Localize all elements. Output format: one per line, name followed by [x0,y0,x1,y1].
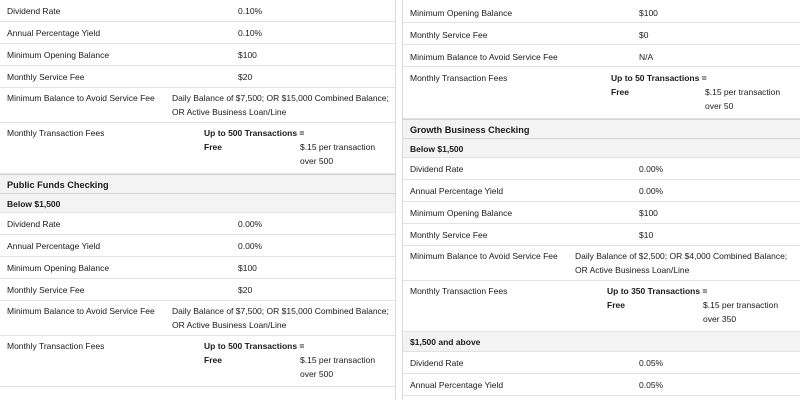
table-row [403,158,800,180]
row-label: Minimum Balance to Avoid Service Fee [410,52,558,62]
transaction-fees-row [0,123,395,174]
row-label: Annual Percentage Yield [410,380,504,390]
table-row [0,22,395,44]
fee-rate-threshold: over 50 [705,101,734,111]
row-label: Monthly Service Fee [7,72,85,82]
row-label: Minimum Opening Balance [410,208,513,218]
row-label: Dividend Rate [410,164,464,174]
row-value: 0.00% [639,164,664,174]
row-value: $10 [639,230,654,240]
row-value-line2: OR Active Business Loan/Line [172,320,287,330]
left-column [0,0,396,400]
fee-rate: $.15 per transaction [705,87,781,97]
fee-rate: $.15 per transaction [300,142,376,152]
section-subtitle-text: Below $1,500 [410,144,464,154]
row-label: Minimum Opening Balance [7,263,110,273]
row-value: 0.00% [238,241,263,251]
table-row [403,180,800,202]
table-row [0,213,395,235]
section-title [0,174,395,194]
section-subtitle [403,332,800,352]
section-subtitle-text: Below $1,500 [7,199,61,209]
min-balance-row [0,301,395,336]
row-label: Annual Percentage Yield [7,28,101,38]
row-value: $20 [238,72,253,82]
row-value: N/A [639,52,654,62]
row-value-line1: Daily Balance of $2,500; OR $4,000 Combined Balance; [575,251,788,261]
row-value-line1: Daily Balance of $7,500; OR $15,000 Combined Balance; [172,306,389,316]
section-title-text: Growth Business Checking [410,125,530,135]
row-value: 0.05% [639,380,664,390]
row-label: Annual Percentage Yield [410,186,504,196]
row-value: $20 [238,285,253,295]
row-value: 0.00% [238,219,263,229]
table-row [403,23,800,45]
row-label: Minimum Balance to Avoid Service Fee [7,93,155,103]
row-value: $100 [639,8,658,18]
row-label: Monthly Transaction Fees [410,286,508,296]
min-balance-row [403,246,800,281]
table-row [403,202,800,224]
fee-rate-threshold: over 350 [703,314,737,324]
row-value: $0 [639,30,649,40]
table-row [0,0,395,22]
section-title-text: Public Funds Checking [7,180,109,190]
section-subtitle-text: $1,500 and above [410,337,481,347]
table-row [403,0,800,23]
transaction-fees-row [403,67,800,119]
fee-rate: $.15 per transaction [300,355,376,365]
section-title [403,119,800,139]
row-label: Monthly Transaction Fees [7,341,105,351]
fee-rate-threshold: over 500 [300,369,334,379]
table-row [403,352,800,374]
fee-tier: Up to 500 Transactions = [204,341,305,351]
transaction-fees-row [0,336,395,387]
row-label: Dividend Rate [410,358,464,368]
row-label: Dividend Rate [7,219,61,229]
table-row [403,224,800,246]
fee-tier-free: Free [611,87,629,97]
transaction-fees-row [403,281,800,332]
row-value: $100 [238,50,257,60]
section-subtitle [403,139,800,158]
row-label: Monthly Transaction Fees [410,73,508,83]
fee-tier-free: Free [204,142,222,152]
table-row [0,44,395,66]
row-value-line2: OR Active Business Loan/Line [575,265,690,275]
row-label: Monthly Service Fee [410,230,488,240]
row-label: Minimum Opening Balance [410,8,513,18]
table-row [0,66,395,88]
table-row [403,374,800,396]
row-value: $100 [238,263,257,273]
fee-tier: Up to 350 Transactions = [607,286,708,296]
table-row [403,45,800,67]
row-value: 0.10% [238,6,263,16]
row-label: Dividend Rate [7,6,61,16]
row-value: 0.10% [238,28,263,38]
fee-tier-free: Free [607,300,625,310]
right-column [402,0,800,400]
row-label: Monthly Service Fee [7,285,85,295]
row-label: Minimum Balance to Avoid Service Fee [7,306,155,316]
row-value: 0.00% [639,186,664,196]
table-row [0,235,395,257]
fee-tier: Up to 50 Transactions = [611,73,707,83]
row-value: 0.05% [639,358,664,368]
row-label: Minimum Balance to Avoid Service Fee [410,251,558,261]
fee-tier-free: Free [204,355,222,365]
table-row [0,279,395,301]
row-value-line1: Daily Balance of $7,500; OR $15,000 Combined Balance; [172,93,389,103]
row-value: $100 [639,208,658,218]
row-label: Annual Percentage Yield [7,241,101,251]
fee-rate: $.15 per transaction [703,300,779,310]
fee-rate-threshold: over 500 [300,156,334,166]
section-subtitle [0,194,395,213]
row-label: Monthly Transaction Fees [7,128,105,138]
table-row [0,257,395,279]
row-label: Minimum Opening Balance [7,50,110,60]
fee-tier: Up to 500 Transactions = [204,128,305,138]
row-label: Monthly Service Fee [410,30,488,40]
min-balance-row [0,88,395,123]
row-value-line2: OR Active Business Loan/Line [172,107,287,117]
